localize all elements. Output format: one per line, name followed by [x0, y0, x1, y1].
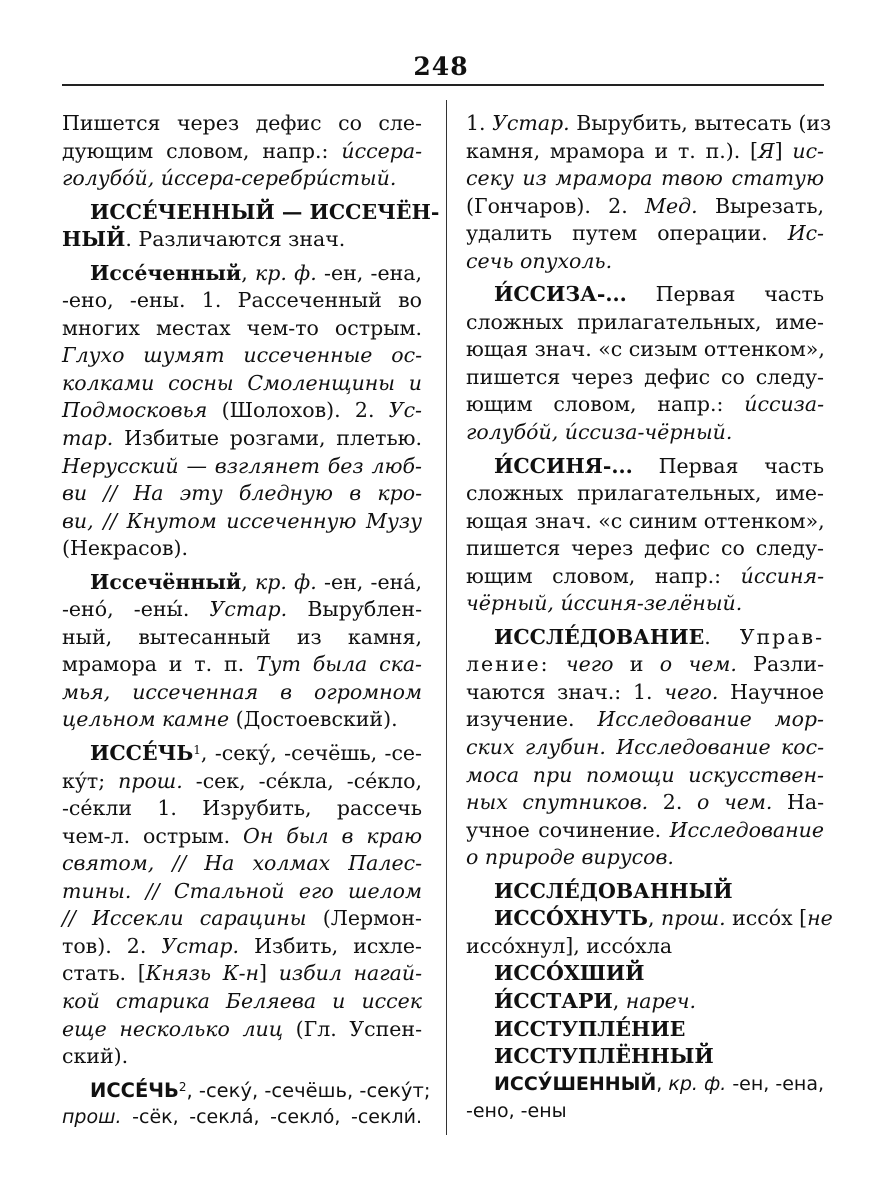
entry-headword: $ИССЕ́ЧЬ^2$, -секу́, -сечёшь, -секу́т; — [90, 1078, 431, 1102]
entry-subheadword: Иссечённый, кр. ф. -ен, -ена́, — [90, 569, 422, 594]
text-line: пишется через дефис со следу- — [466, 536, 824, 561]
text-line: 1. Устар. Вырубить, вытесать (из — [466, 111, 832, 135]
text-line: Пишется через дефис со сле- — [62, 111, 422, 135]
text-line: кой старика Беляева и иссек — [62, 988, 422, 1013]
text-line: мрамора и т. п. Тут была ска- — [62, 652, 422, 677]
text-line: стать. [Князь К-н] избил нагай- — [62, 961, 422, 986]
text-line: моса при помощи искусствен- — [466, 762, 824, 787]
text-line: дующим словом, напр.: и́ссера- — [62, 138, 422, 163]
text-line: -ено, -ены — [466, 1100, 567, 1123]
header-rule — [62, 84, 824, 86]
text-line: НЫЙ. Различаются знач. — [62, 227, 346, 252]
entry-headword: ИССЛЕ́ДОВАНИЕ. Управ- — [494, 624, 824, 649]
entry-headword: ИССЕ́ЧЕННЫЙ — ИССЕЧЁН- — [90, 199, 440, 224]
entry-headword: ИССО́ХНУТЬ, прош. иссо́х [не — [494, 906, 833, 931]
text-line: Подмосковья (Шолохов). 2. Ус- — [62, 398, 422, 423]
entry-headword: И́ССИЗА-... Первая часть — [494, 282, 824, 307]
text-line: ление: чего и о чем. Разли- — [466, 652, 824, 677]
text-line: тов). 2. Устар. Избить, исхле- — [62, 933, 422, 958]
text-line: ющая знач. «с сизым оттенком», — [466, 337, 825, 362]
text-line: колками сосны Смоленщины и — [62, 370, 422, 395]
text-line: ских глубин. Исследование кос- — [466, 735, 824, 760]
text-line: голубо́й, и́ссера-серебри́стый. — [62, 166, 397, 191]
page-number: 248 — [413, 52, 469, 81]
text-line: Глухо шумят иссеченные ос- — [62, 343, 422, 368]
text-line: чёрный, и́ссиня-зелёный. — [466, 591, 743, 616]
text-line: // Иссекли сарацины (Лермон- — [62, 906, 422, 931]
text-line: святом, // На холмах Палес- — [62, 851, 422, 876]
text-line: ный, вытесанный из камня, — [62, 624, 422, 649]
text-line: ский). — [62, 1044, 129, 1069]
entry-headword: ИССУ́ШЕННЫЙ, кр. ф. -ен, -ена, — [494, 1072, 825, 1095]
text-line: цельном камне (Достоевский). — [62, 707, 398, 732]
text-line: тины. // Стальной его шелом — [62, 878, 422, 903]
text-line: ющая знач. «с синим оттенком», — [466, 508, 825, 533]
text-line: еще несколько лиц (Гл. Успен- — [62, 1016, 423, 1041]
text-line: ющим словом, напр.: и́ссиня- — [466, 563, 824, 588]
text-line: сложных прилагательных, име- — [466, 481, 824, 506]
text-line: -се́кли 1. Изрубить, рассечь — [62, 796, 422, 821]
text-line: камня, мрамора и т. п.). [Я] ис- — [466, 138, 824, 163]
text-line: тар. Избитые розгами, плетью. — [62, 426, 422, 451]
text-line: Нерусский — взглянет без люб- — [62, 453, 422, 478]
column-divider — [446, 100, 447, 1135]
text-line: о природе вирусов. — [466, 845, 674, 870]
left-column — [62, 110, 440, 1132]
text-line: -ено, -ены. 1. Рассеченный во — [62, 288, 422, 313]
entry-headword: $ИССЕ́ЧЬ^1$, -секу́, -сечёшь, -се- — [90, 741, 422, 766]
text-line: чем-л. острым. Он был в краю — [62, 823, 422, 848]
text-line: чаются знач.: 1. чего. Научное — [466, 679, 825, 704]
text-line: многих местах чем-то острым. — [62, 315, 422, 340]
text-line: сечь опухоль. — [466, 248, 613, 273]
text-line: изучение. Исследование мор- — [466, 707, 824, 732]
right-column — [466, 110, 833, 1126]
text-line: секу из мрамора твою статую — [466, 166, 824, 191]
text-line: прош. -сёк, -секла́, -секло́, -секли́. — [62, 1106, 422, 1129]
entry-headword: ИССТУПЛЕ́НИЕ — [494, 1016, 686, 1041]
entry-headword: И́ССТАРИ, нареч. — [494, 988, 697, 1013]
entry-headword: И́ССИНЯ-... Первая часть — [494, 453, 824, 478]
text-line: удалить путем операции. Ис- — [466, 221, 824, 246]
text-line: голубо́й, и́ссиза-чёрный. — [466, 420, 733, 445]
entry-headword: ИССЛЕ́ДОВАННЫЙ — [494, 878, 733, 903]
text-line: ющим словом, напр.: и́ссиза- — [466, 392, 824, 417]
text-line: пишется через дефис со следу- — [466, 364, 824, 389]
text-line: иссо́хнул], иссо́хла — [466, 933, 673, 958]
text-line: (Гончаров). 2. Мед. Вырезать, — [466, 193, 824, 218]
text-line: сложных прилагательных, име- — [466, 309, 824, 334]
entry-subheadword: Иссе́ченный, кр. ф. -ен, -ена, — [90, 260, 422, 285]
text-line: -ено́, -ены́. Устар. Вырублен- — [62, 597, 423, 622]
entry-headword: ИССО́ХШИЙ — [494, 961, 645, 986]
text-line: учное сочинение. Исследование — [466, 817, 824, 842]
text-line: ви // На эту бледную в кро- — [62, 481, 422, 506]
entry-headword: ИССТУПЛЁННЫЙ — [494, 1044, 714, 1069]
text-line: ви, // Кнутом иссеченную Музу — [62, 508, 422, 533]
text-line: ных спутников. 2. о чем. На- — [466, 790, 825, 815]
text-line: мья, иссеченная в огромном — [62, 679, 422, 704]
text-line: ку́т; прош. -сек, -се́кла, -се́кло, — [62, 768, 423, 793]
text-line: (Некрасов). — [62, 536, 189, 561]
